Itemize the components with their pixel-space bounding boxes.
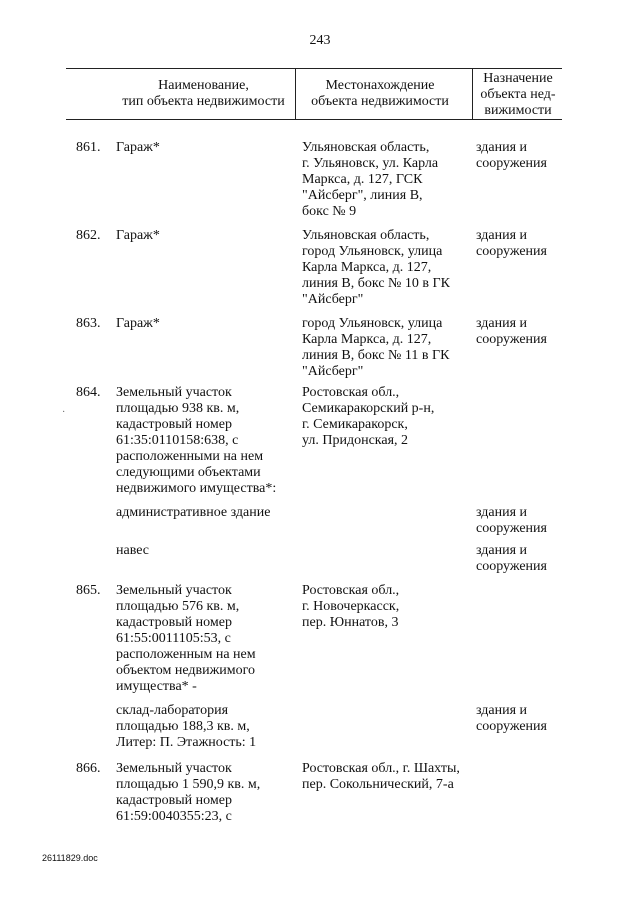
row-number: 865. xyxy=(76,583,101,598)
row-name: Гараж* xyxy=(116,316,160,331)
header-location: Местонахождение объекта недвижимости xyxy=(311,78,449,109)
row-number: 866. xyxy=(76,761,101,776)
header-purpose: Назначение объекта нед- вижимости xyxy=(480,71,556,118)
row-name: Земельный участок площадью 576 кв. м, кадастровый номер 61:55:0011105:53, с расположенным на нем объектом недвижимого имущества* - xyxy=(116,583,256,694)
row-name: навес xyxy=(116,543,150,558)
row-name: Земельный участок площадью 938 кв. м, кадастровый номер 61:35:0110158:638, с расположенными на нем следующими объектами недвижимого имущества*: xyxy=(116,385,277,496)
row-location: Ростовская обл., г. Новочеркасск, пер. Юннатов, 3 xyxy=(302,583,400,630)
row-location: Ульяновская область, г. Ульяновск, ул. Карла Маркса, д. 127, ГСК "Айсберг", линия В, бокс № 9 xyxy=(302,140,439,219)
footer-filename: 26111829.doc xyxy=(42,853,98,863)
table-header xyxy=(66,68,562,120)
row-location: Ростовская обл., Семикаракорский р-н, г. Семикаракорск, ул. Придонская, 2 xyxy=(302,385,435,448)
header-name: Наименование, тип объекта недвижимости xyxy=(122,78,285,109)
row-number: 864. xyxy=(76,385,101,400)
row-number: 862. xyxy=(76,228,101,243)
row-number: 861. xyxy=(76,140,101,155)
row-name: Гараж* xyxy=(116,140,160,155)
row-purpose: здания и сооружения xyxy=(476,316,547,347)
row-name: административное здание xyxy=(116,505,271,520)
page-number: 243 xyxy=(309,33,331,48)
row-location: Ростовская обл., г. Шахты, пер. Сокольнический, 7-а xyxy=(302,761,460,792)
row-name: склад-лаборатория площадью 188,3 кв. м, Литер: П. Этажность: 1 xyxy=(116,703,257,750)
row-purpose: здания и сооружения xyxy=(476,543,547,574)
row-name: Земельный участок площадью 1 590,9 кв. м, кадастровый номер 61:59:0040355:23, с xyxy=(116,761,261,824)
row-location: Ульяновская область, город Ульяновск, улица Карла Маркса, д. 127, линия В, бокс № 10 в ГК "Айсберг" xyxy=(302,228,450,307)
row-purpose: здания и сооружения xyxy=(476,228,547,259)
row-purpose: здания и сооружения xyxy=(476,140,547,171)
row-number: 863. xyxy=(76,316,101,331)
row-purpose: здания и сооружения xyxy=(476,505,547,536)
row-location: город Ульяновск, улица Карла Маркса, д. 127, линия В, бокс № 11 в ГК "Айсберг" xyxy=(302,316,450,379)
row-name: Гараж* xyxy=(116,228,160,243)
row-purpose: здания и сооружения xyxy=(476,703,547,734)
header-divider xyxy=(472,69,473,119)
margin-mark: · xyxy=(62,407,66,418)
